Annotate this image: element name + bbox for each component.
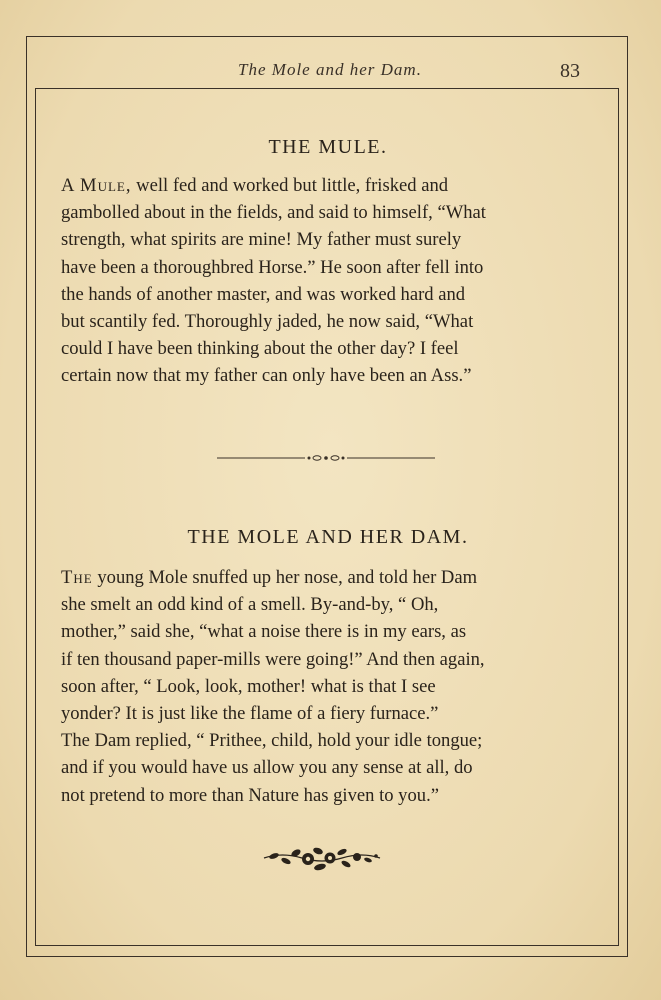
fable-title-mole: THE MOLE AND HER DAM. [187,526,469,548]
text-line: strength, what spirits are mine! My father must surely [61,229,462,251]
fable-body-mule [61,172,591,390]
text-line: and if you would have us allow you any sense at all, do [61,757,473,779]
text-line: she smelt an odd kind of a smell. By-and-by, “ Oh, [61,594,439,616]
fable-title-mule: THE MULE. [268,136,388,158]
text-line: mother,” said she, “what a noise there is in my ears, as [61,621,467,643]
text-line: the hands of another master, and was worked hard and [61,283,466,305]
text-line: certain now that my father can only have been an Ass.” [61,365,472,387]
text-line: The young Mole snuffed up her nose, and told her Dam [61,567,478,588]
text-line: if ten thousand paper-mills were going!” And then again, [61,648,485,670]
text-line: A Mule, well fed and worked but little, frisked and [61,175,449,196]
running-header-title: The Mole and her Dam. [238,60,422,79]
text-line: yonder? It is just like the flame of a fiery furnace.” [61,703,439,725]
text-line: gambolled about in the fields, and said to himself, “What [61,202,486,224]
text-line: but scantily fed. Thoroughly jaded, he now said, “What [61,311,474,333]
text-line: not pretend to more than Nature has given to you.” [61,784,439,806]
text-line: have been a thoroughbred Horse.” He soon after fell into [61,256,484,278]
text-line: The Dam replied, “ Prithee, child, hold your idle tongue; [61,730,483,752]
text-line: could I have been thinking about the other day? I feel [61,338,459,360]
page-number: 83 [560,60,580,82]
divider-rule [217,453,435,463]
lead-word: A Mule, [61,175,132,196]
fable-body-mole [61,564,591,809]
lead-word: The [61,567,93,588]
text-line: soon after, “ Look, look, mother! what is that I see [61,675,436,697]
floral-ornament-icon [262,842,382,876]
